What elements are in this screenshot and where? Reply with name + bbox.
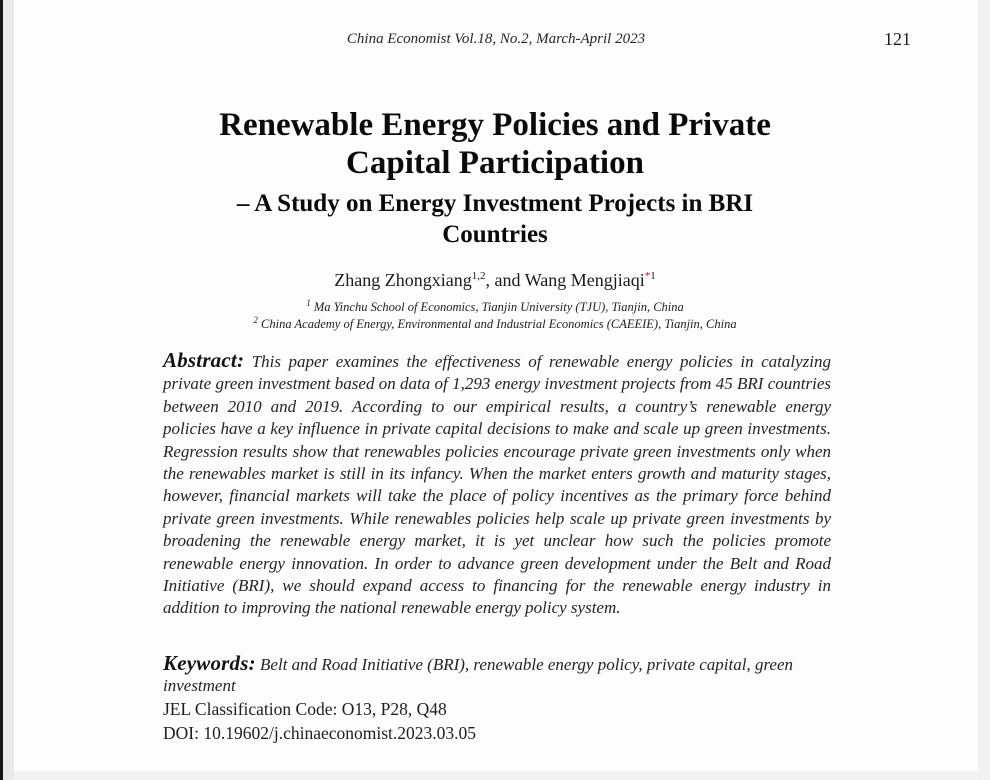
page-number: 121 bbox=[884, 29, 911, 49]
author-1-name: Zhang Zhongxiang bbox=[334, 270, 472, 290]
paper-subtitle-line2: Countries bbox=[442, 221, 548, 248]
authors-line bbox=[0, 270, 990, 291]
abstract-label: Abstract: bbox=[163, 348, 245, 372]
scan-edge-gray-right bbox=[978, 0, 990, 780]
corresponding-author-asterisk: * bbox=[644, 270, 651, 282]
doi-line: DOI: 10.19602/j.chinaeconomist.2023.03.05 bbox=[163, 723, 477, 743]
paper-title bbox=[90, 106, 900, 182]
author-2-affiliation-superscript bbox=[645, 270, 656, 282]
title-block bbox=[90, 106, 900, 250]
affiliation-2 bbox=[0, 316, 990, 333]
paper-title-line1: Renewable Energy Policies and Private bbox=[219, 107, 771, 143]
paper-title-line2: Capital Participation bbox=[346, 145, 644, 181]
keywords-text: Belt and Road Initiative (BRI), renewable energy policy, private capital, green investment bbox=[163, 655, 794, 695]
affiliation-1 bbox=[0, 299, 990, 316]
keywords-paragraph bbox=[163, 653, 831, 696]
author-2-superscript-number: 1 bbox=[650, 270, 656, 282]
author-separator: , and bbox=[485, 270, 525, 290]
abstract-text: This paper examines the effectiveness of renewable energy policies in catalyzing private green investment based on data of 1,293 energy investment projects from 45 BRI countries between 2010 and 2019. According to our empirical results, a country’s renewable energy policies have a key influence in private capital decisions to make and scale up green investments. Regression results show that renewables policies encourage private green investments only when the renewables market is still in its infancy. When the market enters growth and maturity stages, however, financial markets will take the place of policy incentives as the primary force behind private green investments. While renewables policies help scale up private green investments by broadening the renewable energy market, it is yet unclear how such the policies promote renewable energy innovation. In order to advance green development under the Belt and Road Initiative (BRI), we should expand access to financing for the renewable energy industry in addition to improving the national renewable energy policy system. bbox=[163, 352, 832, 618]
author-2-name: Wang Mengjiaqi bbox=[524, 270, 645, 290]
author-1-affiliation-superscript: 1,2 bbox=[471, 270, 486, 282]
scan-edge-gray-bottom bbox=[14, 771, 978, 780]
affiliation-1-text: Ma Yinchu School of Economics, Tianjin University (TJU), Tianjin, China bbox=[310, 300, 684, 314]
running-header bbox=[14, 31, 978, 57]
affiliation-2-superscript: 2 bbox=[253, 314, 258, 325]
journal-header-text: China Economist Vol.18, No.2, March-April 2023 bbox=[346, 31, 646, 47]
abstract-paragraph bbox=[163, 349, 831, 620]
affiliation-1-superscript: 1 bbox=[306, 297, 311, 308]
scan-edge-gray-left bbox=[3, 0, 14, 780]
paper-subtitle-line1: – A Study on Energy Investment Projects in BRI bbox=[236, 190, 754, 217]
affiliation-2-text: China Academy of Energy, Environmental and Industrial Economics (CAEEIE), Tianjin, China bbox=[257, 316, 737, 331]
jel-classification-line: JEL Classification Code: O13, P28, Q48 bbox=[163, 699, 447, 719]
keywords-label: Keywords: bbox=[163, 651, 256, 675]
paper-subtitle bbox=[90, 188, 900, 250]
affiliations-block bbox=[0, 299, 990, 332]
